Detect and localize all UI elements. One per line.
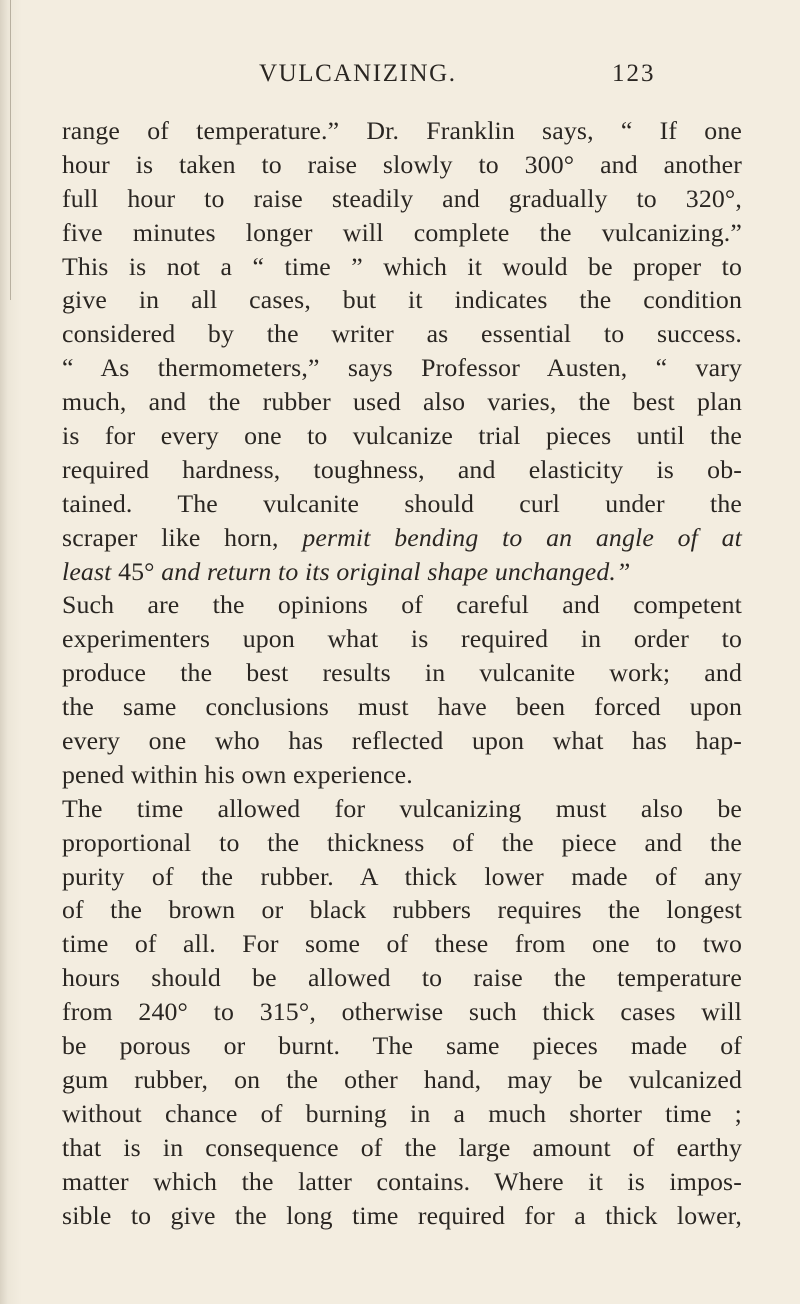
text-line: give in all cases, but it indicates the condition (62, 285, 742, 315)
text-line: hour is taken to raise slowly to 300° and another (62, 149, 742, 179)
text-line: from 240° to 315°, otherwise such thick cases will (62, 997, 742, 1027)
text-line: time of all. For some of these from one to two (62, 929, 742, 959)
text-line: the same conclusions must have been forced upon (62, 692, 742, 722)
text-line: proportional to the thickness of the piece and the (62, 827, 742, 857)
text-line: experimenters upon what is required in order to (62, 624, 742, 654)
plain-text: scraper like horn, (62, 522, 303, 552)
page-gutter-shadow (0, 0, 22, 1304)
page-number: 123 (612, 60, 656, 87)
text-line-with-italic (62, 521, 742, 555)
text-line: pened within his own experience. (62, 759, 413, 789)
text-line: considered by the writer as essential to success. (62, 319, 742, 349)
page-header (50, 58, 750, 98)
italic-quote: and return to its original shape unchanged.” (161, 556, 631, 586)
italic-quote: least (62, 556, 112, 586)
text-line: full hour to raise steadily and gradually to 320°, (62, 183, 742, 213)
text-line: be porous or burnt. The same pieces made of (62, 1031, 742, 1061)
text-line: produce the best results in vulcanite work; and (62, 658, 742, 688)
text-line: without chance of burning in a much shorter time ; (62, 1098, 742, 1128)
text-line: every one who has reflected upon what has hap- (62, 726, 742, 756)
text-line: is for every one to vulcanize trial pieces until the (62, 421, 742, 451)
text-line: The time allowed for vulcanizing must also be (62, 793, 742, 823)
running-title: VULCANIZING. (259, 60, 457, 87)
page-body (62, 114, 742, 1274)
text-line: five minutes longer will complete the vulcanizing.” (62, 217, 742, 247)
text-line: This is not a “ time ” which it would be proper to (62, 251, 742, 281)
text-line: hours should be allowed to raise the temperature (62, 963, 742, 993)
text-line: matter which the latter contains. Where it is impos- (62, 1166, 742, 1196)
plain-text: 45° (111, 556, 162, 586)
text-line: “ As thermometers,” says Professor Austen, “ vary (62, 353, 742, 383)
text-line: of the brown or black rubbers requires the longest (62, 895, 742, 925)
text-line: much, and the rubber used also varies, the best plan (62, 387, 742, 417)
text-line: purity of the rubber. A thick lower made of any (62, 861, 742, 891)
text-line: range of temperature.” Dr. Franklin says, “ If one (62, 116, 742, 145)
text-line: that is in consequence of the large amount of earthy (62, 1132, 742, 1162)
text-line: Such are the opinions of careful and competent (62, 590, 742, 620)
italic-quote: permit bending to an angle of at (302, 522, 743, 552)
page-gutter-line (10, 0, 11, 300)
text-line: gum rubber, on the other hand, may be vulcanized (62, 1064, 742, 1094)
text-line: sible to give the long time required for a thick lower, (62, 1200, 742, 1230)
text-line-with-italic (62, 555, 742, 589)
text-line: tained. The vulcanite should curl under the (62, 488, 742, 518)
text-line: required hardness, toughness, and elasticity is ob- (62, 454, 742, 484)
